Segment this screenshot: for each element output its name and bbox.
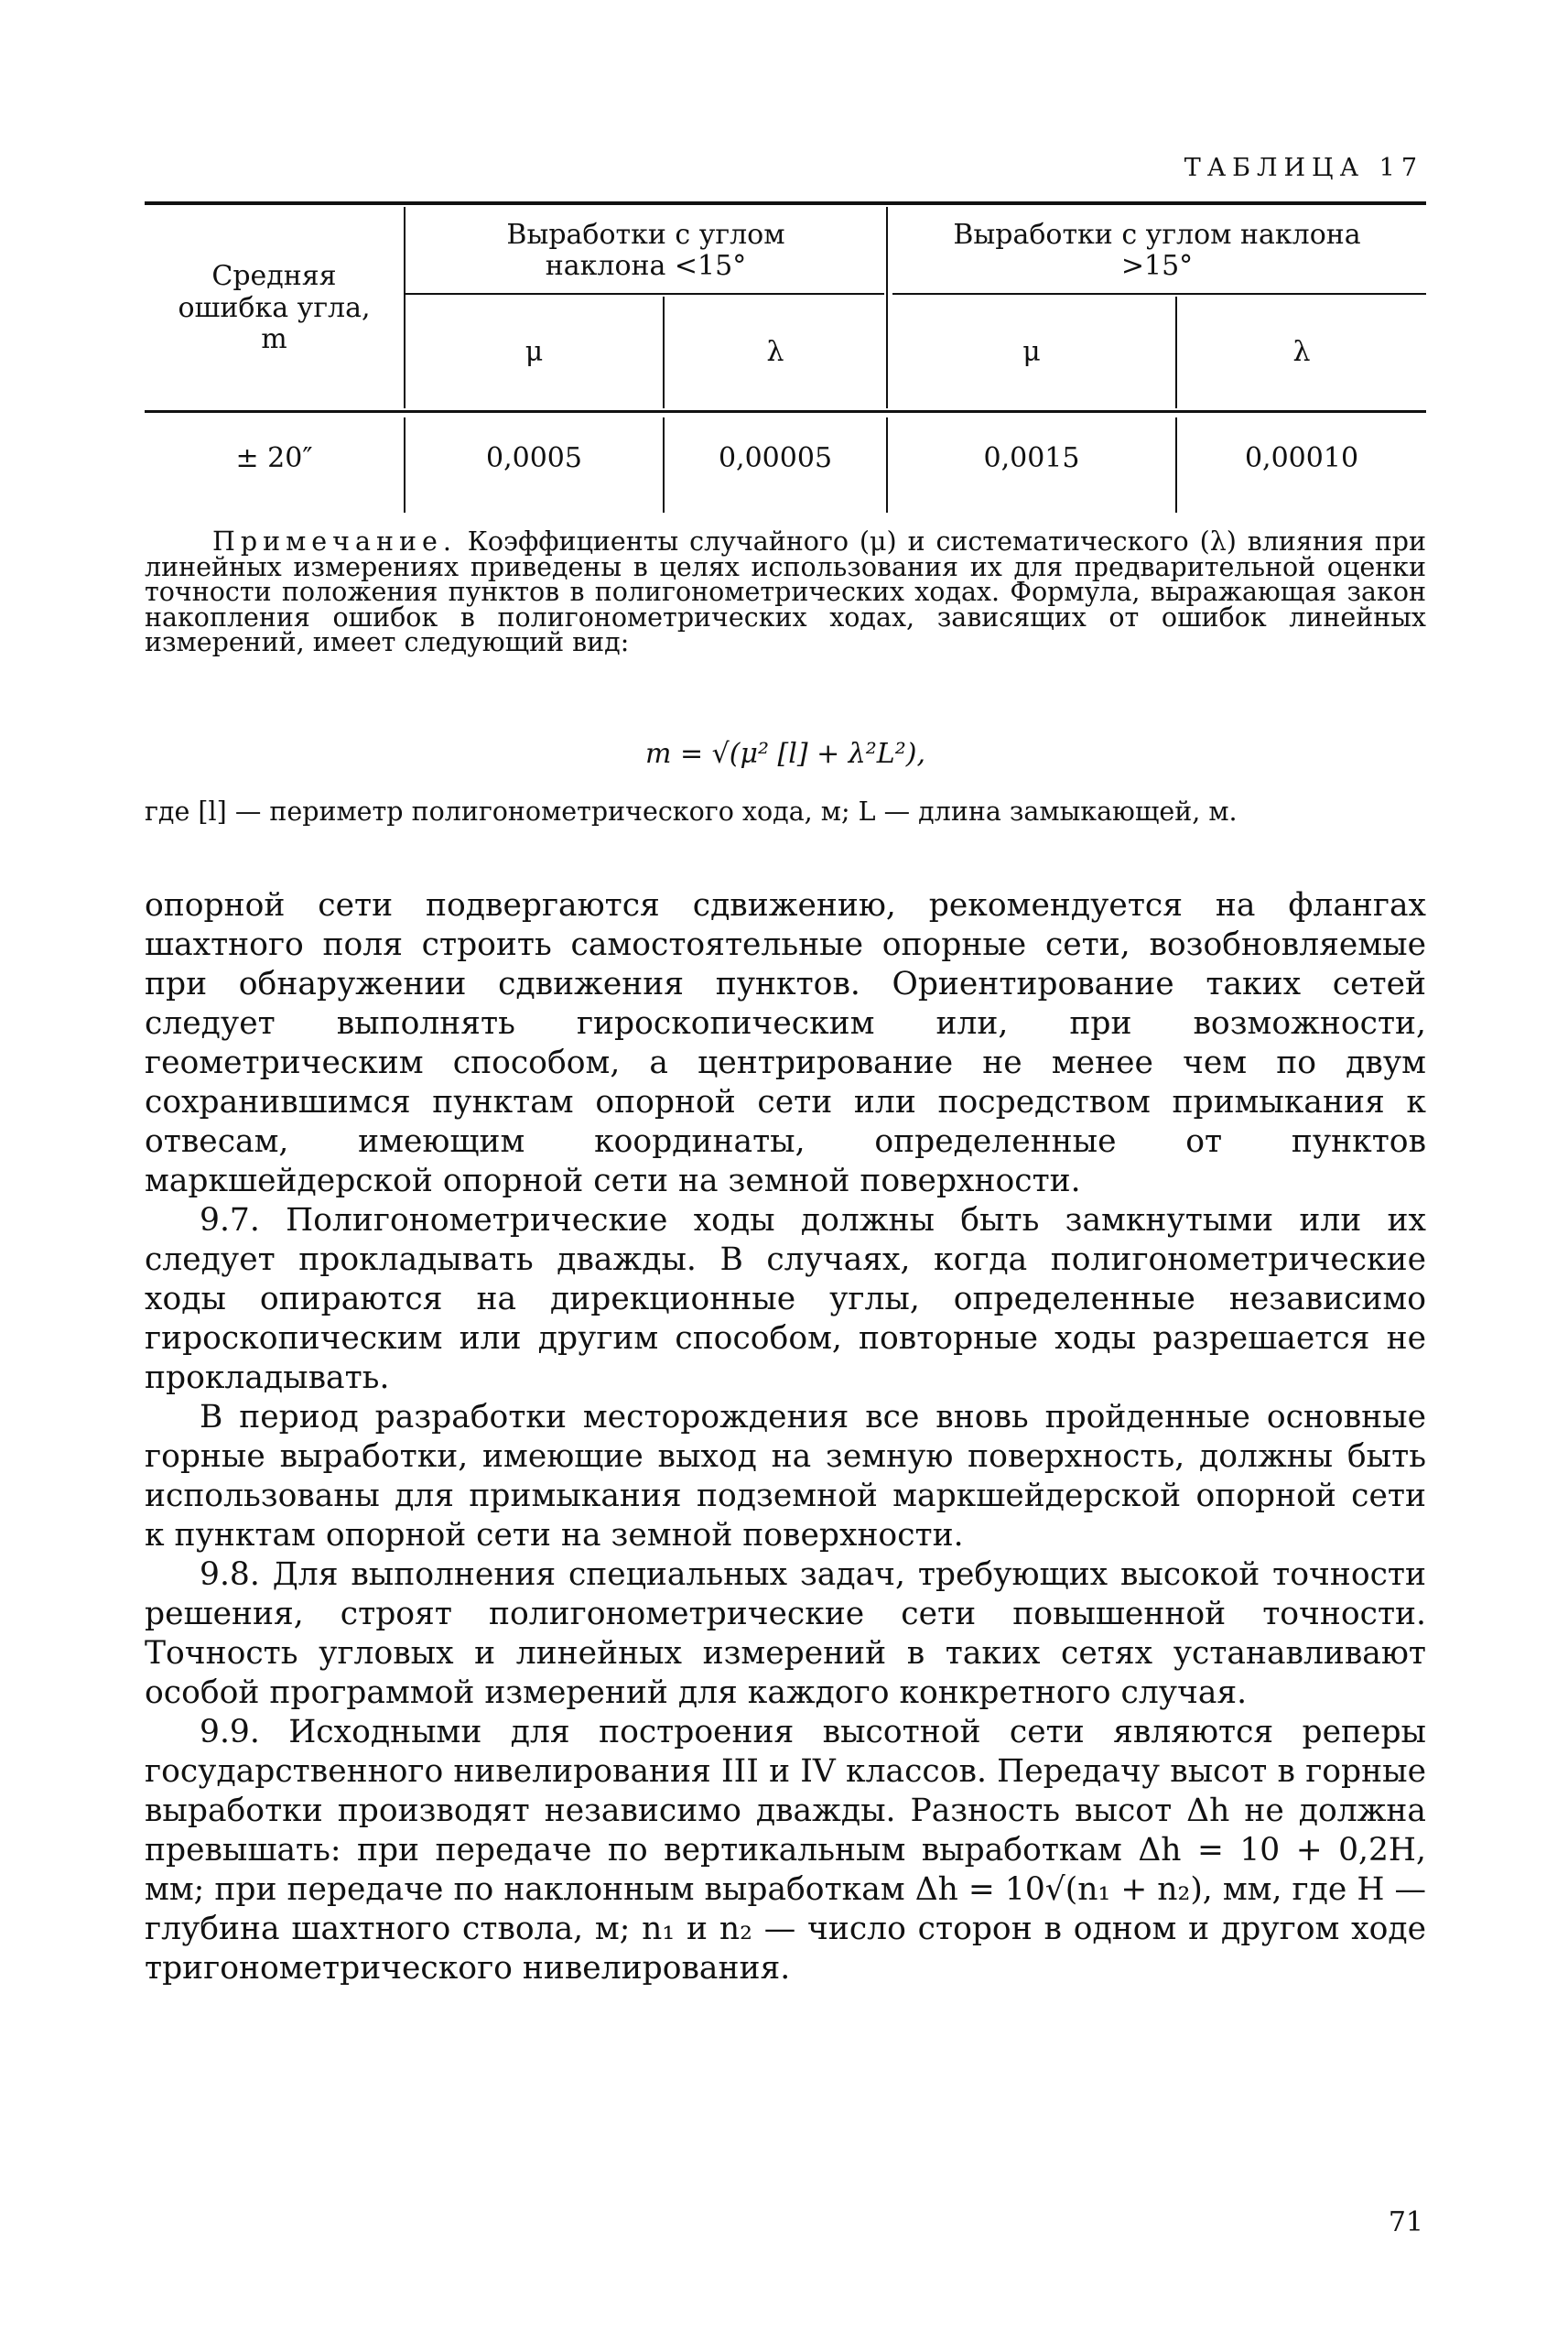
sub-header-mu-2: μ (1022, 335, 1041, 368)
col0-header: Средняя ошибка угла, m (178, 260, 371, 356)
sub-header-lambda-1: λ (766, 335, 784, 368)
sub-header-mu-1: μ (524, 335, 544, 368)
table-caption: ТАБЛИЦА 17 (1184, 154, 1423, 182)
paragraph: опорной сети подвергаются сдвижению, рекомендуется на флангах шахтного поля строить самостоятельные опорные сети, возобновляемые при обнаружении сдвижения пунктов. Ориентирование таких сетей следует выполнять гироскопическим или, при возможности, геометрическим способом, а центрирование не менее чем по двум сохранившимся пунктам опорной сети или посредством примыкания к отвесам, имеющим координаты, определенные от пунктов маркшейдерской опорной сети на земной поверхности. (145, 887, 1426, 1199)
group1-divider (404, 293, 884, 295)
paragraph: 9.9. Исходными для построения высотной сети являются реперы государственного нивелирования III и IV классов. Передачу высот в горные выработки производят независимо дважды. Разность высот Δh не должна превышать: при передаче по вертикальным выработкам Δh = 10 + 0,2H, мм; при передаче по наклонным выработкам Δh = 10√(n₁ + n₂), мм, где H — глубина шахтного ствола, м; n₁ и n₂ — число сторон в одном и другом ходе тригонометрического нивелирования. (145, 1714, 1426, 1987)
header-bottom-rule (145, 410, 1426, 413)
note-formula: m = √(μ² [l] + λ²L²), (645, 738, 925, 770)
body-text (145, 886, 1426, 1988)
table-cell: 0,0005 (486, 441, 582, 474)
table-top-rule (145, 201, 1426, 205)
table-note (145, 526, 1426, 827)
sub-header-lambda-2: λ (1292, 335, 1311, 368)
paragraph: 9.8. Для выполнения специальных задач, требующих высокой точности решения, строят полигонометрические сети повышенной точности. Точность угловых и линейных измерений в таких сетях устанавливают особой программой измерений для каждого конкретного случая. (145, 1556, 1426, 1711)
page-number: 71 (1388, 2206, 1423, 2238)
note-text: Коэффициенты случайного (μ) и систематического (λ) влияния при линейных измерениях приведены в целях использования их для предварительной оценки точности положения пунктов в полигонометрических ходах. Формула, выражающая закон накопления ошибок в полигонометрических ходах, зависящих от ошибок линейных измерений, имеет следующий вид: (145, 526, 1426, 657)
group1-header: Выработки с углом наклона <15° (506, 218, 785, 282)
note-tail: где [l] — периметр полигонометрического хода, м; L — длина замыкающей, м. (145, 796, 1238, 827)
paragraph: В период разработки месторождения все вновь пройденные основные горные выработки, имеющие выход на земную поверхность, должны быть использованы для примыкания подземной маркшейдерской опорной сети к пунктам опорной сети на земной поверхности. (145, 1399, 1426, 1554)
table-cell: 0,00010 (1244, 441, 1359, 474)
data-table (145, 201, 1426, 513)
table-cell: 0,00005 (718, 441, 833, 474)
table-cell: 0,0015 (983, 441, 1080, 474)
paragraph: 9.7. Полигонометрические ходы должны быть замкнутыми или их следует прокладывать дважды. В случаях, когда полигонометрические ходы опираются на дирекционные углы, определенные независимо гироскопическим или другим способом, повторные ходы разрешается не прокладывать. (145, 1202, 1426, 1396)
group2-header: Выработки с углом наклона >15° (953, 218, 1361, 282)
table-cell: ± 20″ (235, 441, 313, 474)
group2-divider (892, 293, 1426, 295)
note-label: Примечание. (212, 526, 457, 557)
